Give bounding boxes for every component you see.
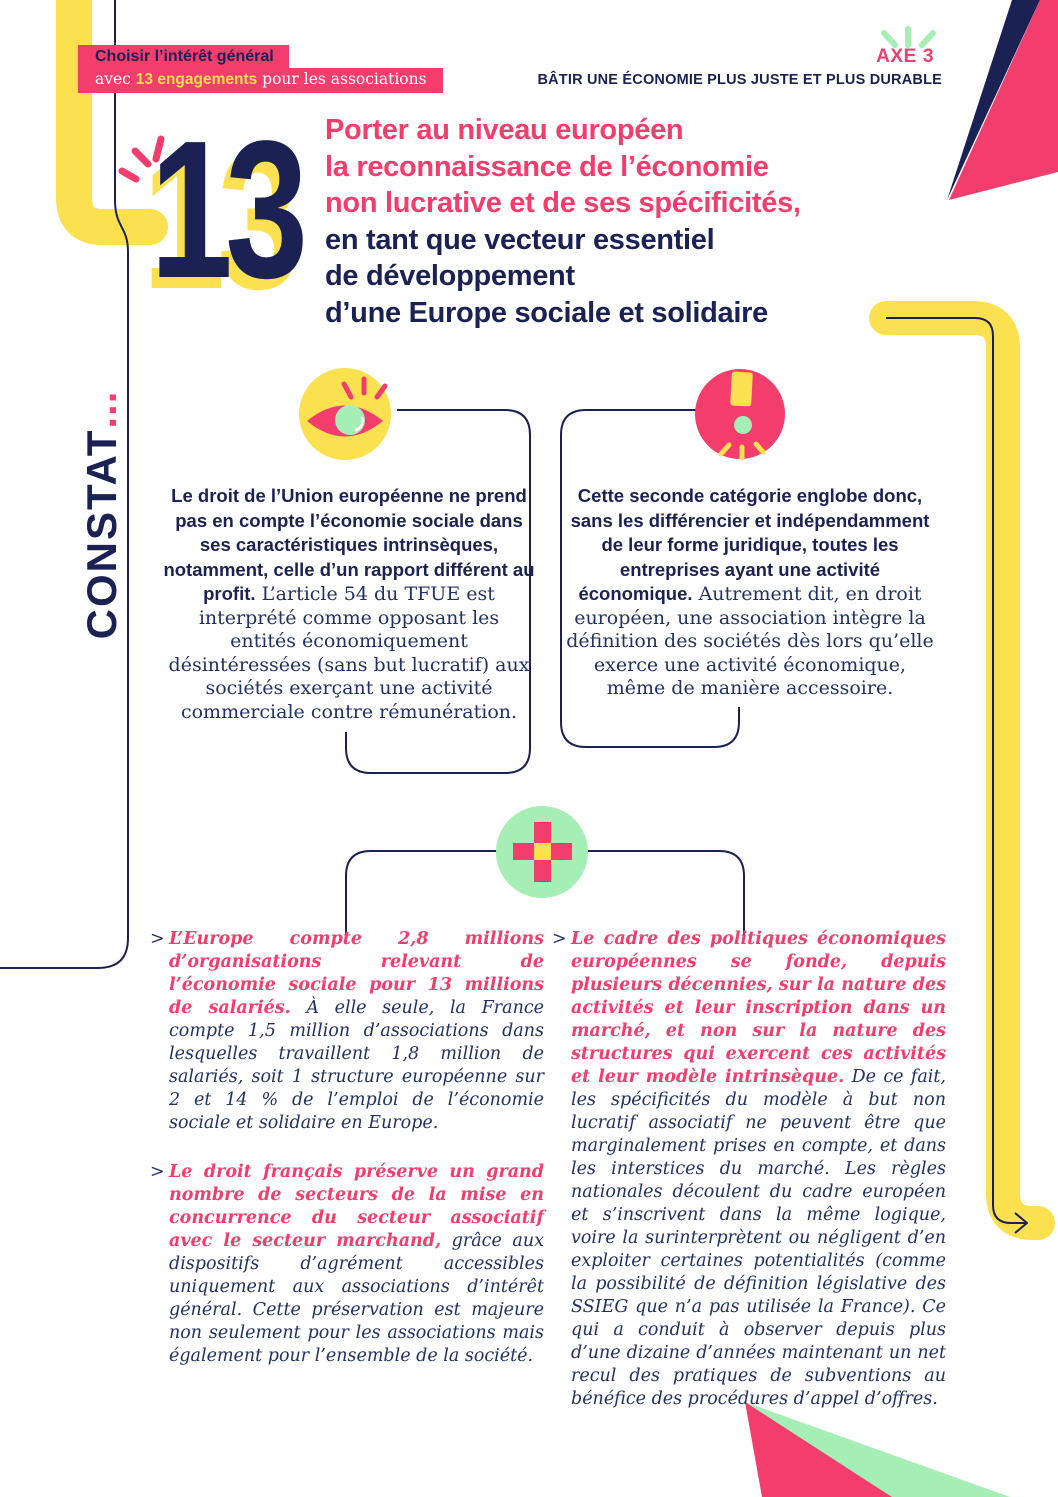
bullet-item	[552, 928, 946, 1411]
title-line: d’une Europe sociale et solidaire	[325, 296, 768, 329]
card-bold-text: Le droit de l’Union européenne ne prend pas en compte l’économie sociale dans ses caractéristiques intrinsèques, notamment, celle d’un rapport différent au profit.	[163, 485, 535, 604]
engagement-number: 13	[150, 100, 301, 319]
bullet-rest: grâce aux dispositifs d’agrément accessibles uniquement aux associations d’intérêt général. Cette préservation est majeure non seulement pour les associations mais également pour l’ensemble de la société.	[169, 1231, 545, 1366]
bullet-marker: >	[552, 929, 567, 949]
bullet-rest: À elle seule, la France compte 1,5 million d’associations dans lesquelles travaillent 1,8 million de salariés, soit 1 structure européenne sur 2 et 14 % de l’emploi de l’économie sociale et solidaire en Europe.	[169, 998, 544, 1133]
axis-header	[537, 46, 942, 88]
title-line: en tant que vecteur essentiel	[325, 223, 715, 256]
title-line: non lucrative et de ses spécificités,	[325, 187, 801, 219]
bullet-lead: L’Europe compte 2,8 millions d’organisations relevant de l’économie sociale pour 13 millions de salariés.	[169, 929, 544, 1018]
section-label	[78, 355, 126, 675]
brand-badge	[78, 45, 443, 93]
badge-subtitle	[78, 68, 443, 93]
bullet-rest: De ce fait, les spécificités du modèle à but non lucratif associatif ne peuvent être que marginalement prises en compte, et dans les interstices du marché. Les règles nationales découlent du cadre européen et s’inscrivent dans la même logique, voire la surinterprètent ou négligent d’en exploiter certaines potentialités (comme la possibilité de définition législative des SSIEG que n’a pas utilisée la France). Ce qui a conduit à observer depuis plus d’une dizaine d’années maintenant un net recul des pratiques de subventions au bénéfice des procédures d’appel d’offres.	[571, 1067, 946, 1409]
bullet-lead: Le droit français préserve un grand nombre de secteurs de la mise en concurrence du secteur associatif avec le secteur marchand,	[169, 1162, 544, 1251]
constat-card-second-category	[566, 484, 934, 701]
bullet-item	[150, 928, 544, 1135]
bullet-marker: >	[150, 929, 165, 949]
constat-card-eu-law	[163, 484, 535, 724]
badge-subtitle-prefix: avec	[95, 70, 136, 88]
sparkle-icon	[884, 29, 933, 45]
card-regular-text: Autrement dit, en droit européen, une association intègre la définition des sociétés dès lors qu’elle exerce une activité économique, même de manière accessoire.	[566, 583, 934, 699]
bullet-column-right	[552, 928, 946, 1411]
badge-subtitle-highlight: 13 engagements	[135, 71, 258, 88]
badge-subtitle-suffix: pour les associations	[257, 70, 427, 88]
bullet-column-left	[150, 928, 544, 1368]
title-line: de développement	[325, 260, 575, 292]
title-line: Porter au niveau européen	[325, 114, 684, 146]
exclamation-icon	[695, 369, 785, 459]
bullet-item	[150, 1161, 544, 1368]
card-bold-text: Cette seconde catégorie englobe donc, sans les différencier et indépendamment de leur forme juridique, toutes les entreprises ayant une activité économique.	[570, 485, 930, 604]
yellow-corner-bar	[74, 0, 150, 227]
badge-title: Choisir l’intérêt général	[78, 45, 289, 68]
bullet-marker: >	[150, 1162, 165, 1182]
section-label-ellipsis: ...	[78, 390, 125, 429]
title-line: la reconnaissance de l’économie	[325, 150, 769, 183]
eye-icon	[299, 368, 391, 460]
bullet-lead: Le cadre des politiques économiques européennes se fonde, depuis plusieurs décennies, sur la nature des activités et leur inscription dans un marché, et non sur la nature des structures qui exercent ces activités et leur modèle intrinsèque.	[571, 929, 946, 1087]
axis-banner: BÂTIR UNE ÉCONOMIE PLUS JUSTE ET PLUS DURABLE	[537, 72, 942, 88]
page-title	[325, 112, 801, 331]
axis-label: AXE 3	[876, 46, 934, 67]
card-regular-text: L’article 54 du TFUE est interprété comme opposant les entités économiquement désintéressées (sans but lucratif) aux sociétés exerçant une activité commerciale contre rémunération.	[168, 583, 530, 723]
plus-icon	[496, 806, 588, 898]
section-label-text: CONSTAT	[78, 428, 125, 640]
